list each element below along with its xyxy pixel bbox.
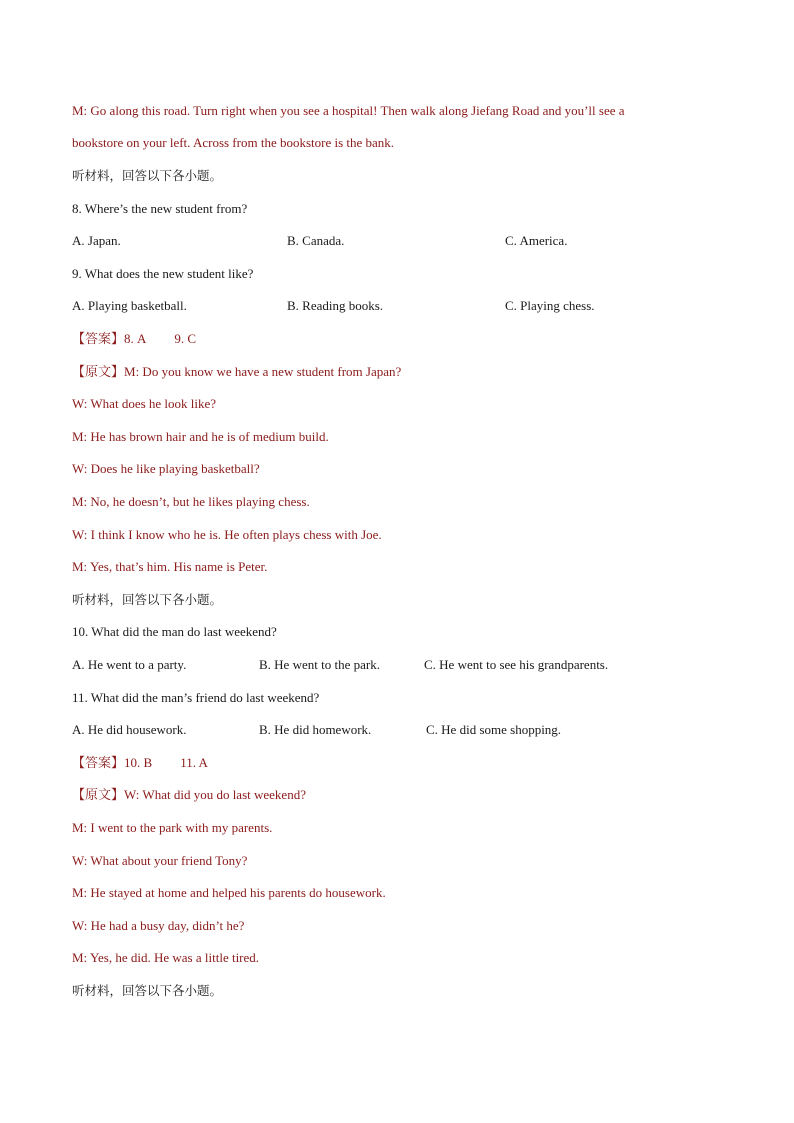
question-10: 10. What did the man do last weekend? <box>72 624 277 639</box>
instruction: 听材料，回答以下各小题。 <box>72 592 223 607</box>
instruction: 听材料，回答以下各小题。 <box>72 983 223 998</box>
q9-option-a: A. Playing basketball. <box>72 298 187 313</box>
answer-line <box>72 331 196 347</box>
transcript-first-line <box>72 364 401 380</box>
q11-option-b: B. He did homework. <box>259 722 372 737</box>
q8-option-a: A. Japan. <box>72 233 121 248</box>
transcript-line: W: What does he look like? <box>72 396 217 411</box>
transcript-line: W: He had a busy day, didn’t he? <box>72 918 245 933</box>
transcript-line: W: I think I know who he is. He often plays chess with Joe. <box>72 527 382 542</box>
transcript-line: M: He has brown hair and he is of medium build. <box>72 429 329 444</box>
question-11: 11. What did the man’s friend do last weekend? <box>72 690 320 705</box>
q9-option-c: C. Playing chess. <box>505 298 595 313</box>
transcript-line: M: I went to the park with my parents. <box>72 820 273 835</box>
q10-option-b: B. He went to the park. <box>259 657 380 672</box>
answer-9: 9. C <box>174 331 197 346</box>
transcript-tag: 【原文】 <box>72 364 125 379</box>
answer-8: 8. A <box>124 331 147 346</box>
answer-tag: 【答案】 <box>72 755 125 770</box>
transcript-line: W: What did you do last weekend? <box>124 787 306 802</box>
transcript-line: M: Yes, that’s him. His name is Peter. <box>72 559 268 574</box>
transcript-line: W: Does he like playing basketball? <box>72 461 260 476</box>
dialog-line: M: Go along this road. Turn right when you see a hospital! Then walk along Jiefang Road and you’ll see a <box>72 103 625 118</box>
answer-tag: 【答案】 <box>72 331 125 346</box>
q11-option-a: A. He did housework. <box>72 722 187 737</box>
q8-option-c: C. America. <box>505 233 568 248</box>
transcript-first-line <box>72 787 306 803</box>
answer-11: 11. A <box>180 755 208 770</box>
transcript-tag: 【原文】 <box>72 787 125 802</box>
q9-option-b: B. Reading books. <box>287 298 384 313</box>
question-9: 9. What does the new student like? <box>72 266 254 281</box>
transcript-line: M: He stayed at home and helped his parents do housework. <box>72 885 386 900</box>
dialog-line: bookstore on your left. Across from the bookstore is the bank. <box>72 135 395 150</box>
q8-option-b: B. Canada. <box>287 233 345 248</box>
transcript-line: W: What about your friend Tony? <box>72 853 248 868</box>
q11-option-c: C. He did some shopping. <box>426 722 562 737</box>
transcript-line: M: Do you know we have a new student from Japan? <box>124 364 402 379</box>
transcript-line: M: Yes, he did. He was a little tired. <box>72 950 260 965</box>
q10-option-c: C. He went to see his grandparents. <box>424 657 609 672</box>
transcript-line: M: No, he doesn’t, but he likes playing chess. <box>72 494 310 509</box>
instruction: 听材料，回答以下各小题。 <box>72 168 223 183</box>
q10-option-a: A. He went to a party. <box>72 657 187 672</box>
question-8: 8. Where’s the new student from? <box>72 201 248 216</box>
answer-line <box>72 755 208 771</box>
answer-10: 10. B <box>124 755 153 770</box>
